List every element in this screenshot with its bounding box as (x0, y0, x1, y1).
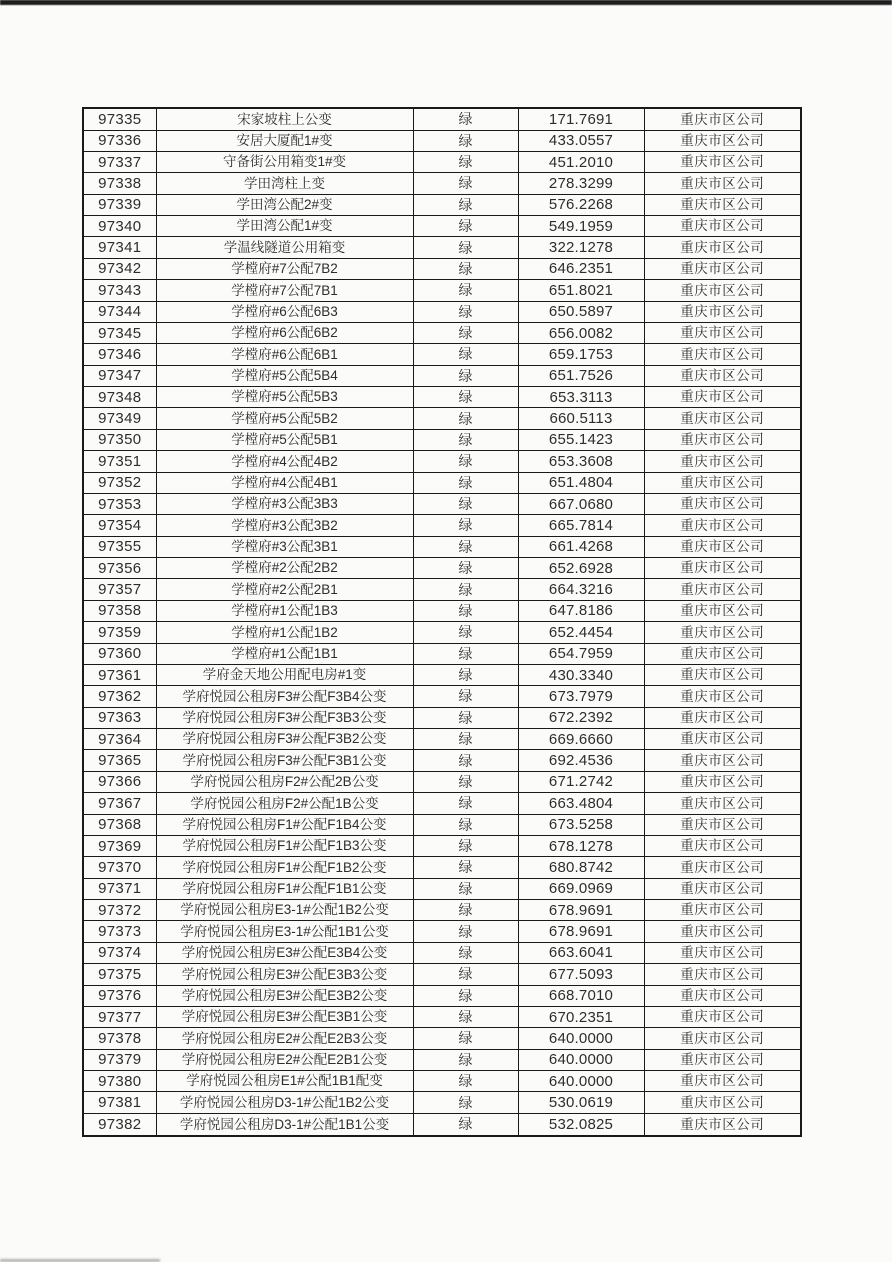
cell-value: 278.3299 (518, 173, 644, 194)
cell-status: 绿 (413, 515, 518, 536)
cell-station-name: 学樘府#6公配6B3 (156, 301, 413, 322)
cell-row-id: 97379 (83, 1049, 156, 1070)
cell-station-name: 学府金天地公用配电房#1变 (156, 664, 413, 685)
cell-value: 661.4268 (518, 536, 644, 557)
cell-company: 重庆市区公司 (644, 173, 801, 194)
table-row (83, 472, 801, 493)
cell-value: 322.1278 (518, 237, 644, 258)
cell-company: 重庆市区公司 (644, 985, 801, 1006)
cell-value: 680.8742 (518, 857, 644, 878)
table-row (83, 194, 801, 215)
table-row (83, 835, 801, 856)
cell-row-id: 97369 (83, 835, 156, 856)
table-row (83, 216, 801, 237)
cell-value: 663.6041 (518, 942, 644, 963)
cell-row-id: 97363 (83, 707, 156, 728)
cell-value: 640.0000 (518, 1049, 644, 1070)
cell-company: 重庆市区公司 (644, 536, 801, 557)
cell-value: 433.0557 (518, 130, 644, 151)
cell-status: 绿 (413, 985, 518, 1006)
cell-status: 绿 (413, 643, 518, 664)
table-row (83, 173, 801, 194)
cell-row-id: 97362 (83, 686, 156, 707)
table-row (83, 878, 801, 899)
cell-station-name: 学樘府#2公配2B2 (156, 558, 413, 579)
cell-company: 重庆市区公司 (644, 451, 801, 472)
cell-station-name: 学樘府#5公配5B4 (156, 365, 413, 386)
cell-status: 绿 (413, 857, 518, 878)
table-row (83, 258, 801, 279)
cell-value: 663.4804 (518, 793, 644, 814)
table-row (83, 942, 801, 963)
cell-value: 692.4536 (518, 750, 644, 771)
table-row (83, 964, 801, 985)
cell-company: 重庆市区公司 (644, 622, 801, 643)
cell-company: 重庆市区公司 (644, 579, 801, 600)
table-row (83, 600, 801, 621)
cell-station-name: 学樘府#7公配7B1 (156, 280, 413, 301)
cell-value: 669.0969 (518, 878, 644, 899)
cell-row-id: 97351 (83, 451, 156, 472)
cell-station-name: 学府悦园公租房F3#公配F3B1公变 (156, 750, 413, 771)
cell-status: 绿 (413, 429, 518, 450)
cell-value: 646.2351 (518, 258, 644, 279)
table-row (83, 622, 801, 643)
cell-row-id: 97367 (83, 793, 156, 814)
cell-row-id: 97357 (83, 579, 156, 600)
cell-value: 549.1959 (518, 216, 644, 237)
cell-company: 重庆市区公司 (644, 322, 801, 343)
cell-row-id: 97380 (83, 1071, 156, 1092)
cell-station-name: 学樘府#5公配5B1 (156, 429, 413, 450)
cell-status: 绿 (413, 472, 518, 493)
table-row (83, 579, 801, 600)
cell-station-name: 学府悦园公租房E3#公配E3B3公变 (156, 964, 413, 985)
cell-station-name: 学府悦园公租房F3#公配F3B4公变 (156, 686, 413, 707)
cell-status: 绿 (413, 301, 518, 322)
cell-row-id: 97365 (83, 750, 156, 771)
scan-top-edge-band (0, 0, 892, 5)
cell-station-name: 学樘府#3公配3B3 (156, 493, 413, 514)
cell-company: 重庆市区公司 (644, 1092, 801, 1113)
cell-status: 绿 (413, 814, 518, 835)
cell-value: 651.7526 (518, 365, 644, 386)
cell-company: 重庆市区公司 (644, 1071, 801, 1092)
table-row (83, 900, 801, 921)
table-row (83, 707, 801, 728)
cell-company: 重庆市区公司 (644, 857, 801, 878)
cell-company: 重庆市区公司 (644, 942, 801, 963)
cell-status: 绿 (413, 280, 518, 301)
cell-company: 重庆市区公司 (644, 429, 801, 450)
cell-row-id: 97345 (83, 322, 156, 343)
cell-company: 重庆市区公司 (644, 664, 801, 685)
cell-company: 重庆市区公司 (644, 258, 801, 279)
cell-value: 653.3608 (518, 451, 644, 472)
table-row (83, 515, 801, 536)
cell-status: 绿 (413, 451, 518, 472)
cell-status: 绿 (413, 344, 518, 365)
cell-row-id: 97370 (83, 857, 156, 878)
cell-company: 重庆市区公司 (644, 387, 801, 408)
cell-status: 绿 (413, 258, 518, 279)
cell-value: 656.0082 (518, 322, 644, 343)
cell-company: 重庆市区公司 (644, 1028, 801, 1049)
cell-value: 651.8021 (518, 280, 644, 301)
table-row (83, 985, 801, 1006)
cell-station-name: 学樘府#1公配1B3 (156, 600, 413, 621)
cell-station-name: 学府悦园公租房E3-1#公配1B2公变 (156, 900, 413, 921)
table-row (83, 536, 801, 557)
cell-station-name: 学田湾公配2#变 (156, 194, 413, 215)
table-row (83, 1049, 801, 1070)
table-row (83, 322, 801, 343)
cell-row-id: 97374 (83, 942, 156, 963)
cell-status: 绿 (413, 1092, 518, 1113)
cell-value: 678.9691 (518, 921, 644, 942)
cell-station-name: 学府悦园公租房E3#公配E3B1公变 (156, 1006, 413, 1027)
cell-value: 532.0825 (518, 1113, 644, 1136)
cell-station-name: 学府悦园公租房D3-1#公配1B1公变 (156, 1113, 413, 1136)
cell-status: 绿 (413, 1071, 518, 1092)
cell-row-id: 97382 (83, 1113, 156, 1136)
table-row (83, 1028, 801, 1049)
cell-station-name: 学樘府#1公配1B1 (156, 643, 413, 664)
cell-value: 654.7959 (518, 643, 644, 664)
cell-row-id: 97354 (83, 515, 156, 536)
cell-value: 652.4454 (518, 622, 644, 643)
cell-row-id: 97378 (83, 1028, 156, 1049)
table-body (83, 108, 801, 1136)
cell-company: 重庆市区公司 (644, 130, 801, 151)
cell-row-id: 97346 (83, 344, 156, 365)
cell-company: 重庆市区公司 (644, 686, 801, 707)
table-row (83, 344, 801, 365)
table-row (83, 643, 801, 664)
cell-station-name: 学樘府#6公配6B1 (156, 344, 413, 365)
cell-station-name: 学府悦园公租房F1#公配F1B1公变 (156, 878, 413, 899)
table-row (83, 451, 801, 472)
cell-status: 绿 (413, 151, 518, 172)
cell-value: 653.3113 (518, 387, 644, 408)
cell-station-name: 学樘府#1公配1B2 (156, 622, 413, 643)
scanned-page (82, 107, 802, 1137)
cell-station-name: 学府悦园公租房E1#公配1B1配变 (156, 1071, 413, 1092)
cell-status: 绿 (413, 1113, 518, 1136)
cell-row-id: 97371 (83, 878, 156, 899)
cell-station-name: 学府悦园公租房F3#公配F3B2公变 (156, 729, 413, 750)
cell-company: 重庆市区公司 (644, 344, 801, 365)
cell-status: 绿 (413, 942, 518, 963)
cell-company: 重庆市区公司 (644, 472, 801, 493)
cell-value: 677.5093 (518, 964, 644, 985)
cell-row-id: 97372 (83, 900, 156, 921)
cell-status: 绿 (413, 1006, 518, 1027)
cell-company: 重庆市区公司 (644, 750, 801, 771)
cell-status: 绿 (413, 707, 518, 728)
cell-status: 绿 (413, 237, 518, 258)
cell-company: 重庆市区公司 (644, 493, 801, 514)
cell-station-name: 学樘府#5公配5B3 (156, 387, 413, 408)
cell-value: 664.3216 (518, 579, 644, 600)
cell-status: 绿 (413, 600, 518, 621)
cell-company: 重庆市区公司 (644, 814, 801, 835)
cell-company: 重庆市区公司 (644, 408, 801, 429)
cell-status: 绿 (413, 771, 518, 792)
cell-status: 绿 (413, 1028, 518, 1049)
cell-row-id: 97341 (83, 237, 156, 258)
table-row (83, 387, 801, 408)
cell-status: 绿 (413, 900, 518, 921)
cell-company: 重庆市区公司 (644, 1049, 801, 1070)
cell-row-id: 97359 (83, 622, 156, 643)
table-row (83, 814, 801, 835)
table-row (83, 1092, 801, 1113)
cell-station-name: 学府悦园公租房F1#公配F1B3公变 (156, 835, 413, 856)
cell-row-id: 97360 (83, 643, 156, 664)
cell-row-id: 97337 (83, 151, 156, 172)
table-row (83, 280, 801, 301)
cell-company: 重庆市区公司 (644, 558, 801, 579)
cell-row-id: 97340 (83, 216, 156, 237)
cell-row-id: 97368 (83, 814, 156, 835)
cell-company: 重庆市区公司 (644, 771, 801, 792)
cell-value: 655.1423 (518, 429, 644, 450)
cell-status: 绿 (413, 408, 518, 429)
cell-station-name: 学温线隧道公用箱变 (156, 237, 413, 258)
table-row (83, 729, 801, 750)
cell-station-name: 学樘府#7公配7B2 (156, 258, 413, 279)
cell-status: 绿 (413, 750, 518, 771)
transformer-table (82, 107, 802, 1137)
table-row (83, 130, 801, 151)
cell-company: 重庆市区公司 (644, 216, 801, 237)
cell-value: 659.1753 (518, 344, 644, 365)
table-row (83, 558, 801, 579)
cell-station-name: 安居大厦配1#变 (156, 130, 413, 151)
cell-status: 绿 (413, 108, 518, 130)
cell-station-name: 学樘府#2公配2B1 (156, 579, 413, 600)
cell-value: 673.5258 (518, 814, 644, 835)
cell-row-id: 97338 (83, 173, 156, 194)
cell-value: 670.2351 (518, 1006, 644, 1027)
cell-station-name: 学府悦园公租房D3-1#公配1B2公变 (156, 1092, 413, 1113)
cell-station-name: 学樘府#4公配4B2 (156, 451, 413, 472)
cell-company: 重庆市区公司 (644, 793, 801, 814)
cell-value: 669.6660 (518, 729, 644, 750)
cell-status: 绿 (413, 173, 518, 194)
cell-station-name: 学府悦园公租房F2#公配1B公变 (156, 793, 413, 814)
table-row (83, 1071, 801, 1092)
cell-value: 640.0000 (518, 1071, 644, 1092)
table-row (83, 750, 801, 771)
cell-station-name: 学府悦园公租房F1#公配F1B4公变 (156, 814, 413, 835)
cell-value: 678.9691 (518, 900, 644, 921)
cell-company: 重庆市区公司 (644, 301, 801, 322)
table-row (83, 1006, 801, 1027)
cell-company: 重庆市区公司 (644, 515, 801, 536)
cell-station-name: 学府悦园公租房E3#公配E3B4公变 (156, 942, 413, 963)
cell-status: 绿 (413, 964, 518, 985)
cell-row-id: 97339 (83, 194, 156, 215)
cell-row-id: 97361 (83, 664, 156, 685)
cell-row-id: 97375 (83, 964, 156, 985)
table-row (83, 429, 801, 450)
cell-company: 重庆市区公司 (644, 600, 801, 621)
cell-row-id: 97348 (83, 387, 156, 408)
cell-status: 绿 (413, 921, 518, 942)
cell-status: 绿 (413, 878, 518, 899)
cell-row-id: 97352 (83, 472, 156, 493)
cell-row-id: 97336 (83, 130, 156, 151)
cell-status: 绿 (413, 493, 518, 514)
cell-company: 重庆市区公司 (644, 1113, 801, 1136)
cell-company: 重庆市区公司 (644, 643, 801, 664)
cell-company: 重庆市区公司 (644, 878, 801, 899)
cell-status: 绿 (413, 793, 518, 814)
cell-value: 665.7814 (518, 515, 644, 536)
cell-row-id: 97344 (83, 301, 156, 322)
cell-company: 重庆市区公司 (644, 835, 801, 856)
cell-row-id: 97356 (83, 558, 156, 579)
table-row (83, 493, 801, 514)
cell-station-name: 学樘府#5公配5B2 (156, 408, 413, 429)
cell-station-name: 学府悦园公租房F1#公配F1B2公变 (156, 857, 413, 878)
cell-value: 576.2268 (518, 194, 644, 215)
cell-status: 绿 (413, 194, 518, 215)
cell-row-id: 97355 (83, 536, 156, 557)
table-row (83, 857, 801, 878)
cell-value: 673.7979 (518, 686, 644, 707)
cell-status: 绿 (413, 664, 518, 685)
cell-row-id: 97353 (83, 493, 156, 514)
cell-status: 绿 (413, 835, 518, 856)
cell-row-id: 97376 (83, 985, 156, 1006)
cell-value: 671.2742 (518, 771, 644, 792)
table-row (83, 151, 801, 172)
table-row (83, 408, 801, 429)
table-row (83, 365, 801, 386)
table-row (83, 686, 801, 707)
cell-company: 重庆市区公司 (644, 729, 801, 750)
table-row (83, 793, 801, 814)
cell-station-name: 学府悦园公租房F3#公配F3B3公变 (156, 707, 413, 728)
cell-row-id: 97366 (83, 771, 156, 792)
cell-row-id: 97364 (83, 729, 156, 750)
cell-value: 668.7010 (518, 985, 644, 1006)
cell-status: 绿 (413, 130, 518, 151)
cell-value: 651.4804 (518, 472, 644, 493)
cell-row-id: 97358 (83, 600, 156, 621)
cell-station-name: 学府悦园公租房E3-1#公配1B1公变 (156, 921, 413, 942)
cell-company: 重庆市区公司 (644, 1006, 801, 1027)
table-row (83, 921, 801, 942)
table-row (83, 237, 801, 258)
cell-row-id: 97343 (83, 280, 156, 301)
cell-company: 重庆市区公司 (644, 964, 801, 985)
cell-value: 430.3340 (518, 664, 644, 685)
cell-status: 绿 (413, 579, 518, 600)
cell-value: 640.0000 (518, 1028, 644, 1049)
cell-value: 530.0619 (518, 1092, 644, 1113)
cell-value: 451.2010 (518, 151, 644, 172)
cell-company: 重庆市区公司 (644, 237, 801, 258)
cell-status: 绿 (413, 322, 518, 343)
cell-row-id: 97381 (83, 1092, 156, 1113)
cell-status: 绿 (413, 558, 518, 579)
cell-company: 重庆市区公司 (644, 280, 801, 301)
cell-status: 绿 (413, 365, 518, 386)
cell-station-name: 守备街公用箱变1#变 (156, 151, 413, 172)
cell-status: 绿 (413, 216, 518, 237)
cell-status: 绿 (413, 1049, 518, 1070)
cell-company: 重庆市区公司 (644, 365, 801, 386)
cell-value: 672.2392 (518, 707, 644, 728)
table-row (83, 301, 801, 322)
cell-station-name: 学樘府#6公配6B2 (156, 322, 413, 343)
cell-station-name: 学樘府#3公配3B2 (156, 515, 413, 536)
cell-station-name: 宋家坡柱上公变 (156, 108, 413, 130)
cell-status: 绿 (413, 729, 518, 750)
cell-station-name: 学府悦园公租房E2#公配E2B3公变 (156, 1028, 413, 1049)
cell-row-id: 97342 (83, 258, 156, 279)
cell-status: 绿 (413, 536, 518, 557)
cell-company: 重庆市区公司 (644, 900, 801, 921)
cell-station-name: 学田湾公配1#变 (156, 216, 413, 237)
cell-value: 678.1278 (518, 835, 644, 856)
cell-row-id: 97347 (83, 365, 156, 386)
cell-value: 667.0680 (518, 493, 644, 514)
cell-value: 650.5897 (518, 301, 644, 322)
cell-row-id: 97373 (83, 921, 156, 942)
cell-row-id: 97349 (83, 408, 156, 429)
table-row (83, 108, 801, 130)
cell-value: 652.6928 (518, 558, 644, 579)
table-row (83, 771, 801, 792)
cell-station-name: 学府悦园公租房E3#公配E3B2公变 (156, 985, 413, 1006)
cell-value: 660.5113 (518, 408, 644, 429)
cell-station-name: 学府悦园公租房E2#公配E2B1公变 (156, 1049, 413, 1070)
cell-station-name: 学樘府#4公配4B1 (156, 472, 413, 493)
cell-station-name: 学田湾柱上变 (156, 173, 413, 194)
cell-company: 重庆市区公司 (644, 194, 801, 215)
cell-row-id: 97335 (83, 108, 156, 130)
cell-company: 重庆市区公司 (644, 151, 801, 172)
cell-station-name: 学樘府#3公配3B1 (156, 536, 413, 557)
table-row (83, 1113, 801, 1136)
cell-company: 重庆市区公司 (644, 921, 801, 942)
cell-row-id: 97350 (83, 429, 156, 450)
cell-status: 绿 (413, 622, 518, 643)
cell-company: 重庆市区公司 (644, 108, 801, 130)
cell-status: 绿 (413, 686, 518, 707)
cell-station-name: 学府悦园公租房F2#公配2B公变 (156, 771, 413, 792)
table-row (83, 664, 801, 685)
cell-status: 绿 (413, 387, 518, 408)
cell-company: 重庆市区公司 (644, 707, 801, 728)
cell-row-id: 97377 (83, 1006, 156, 1027)
cell-value: 171.7691 (518, 108, 644, 130)
cell-value: 647.8186 (518, 600, 644, 621)
